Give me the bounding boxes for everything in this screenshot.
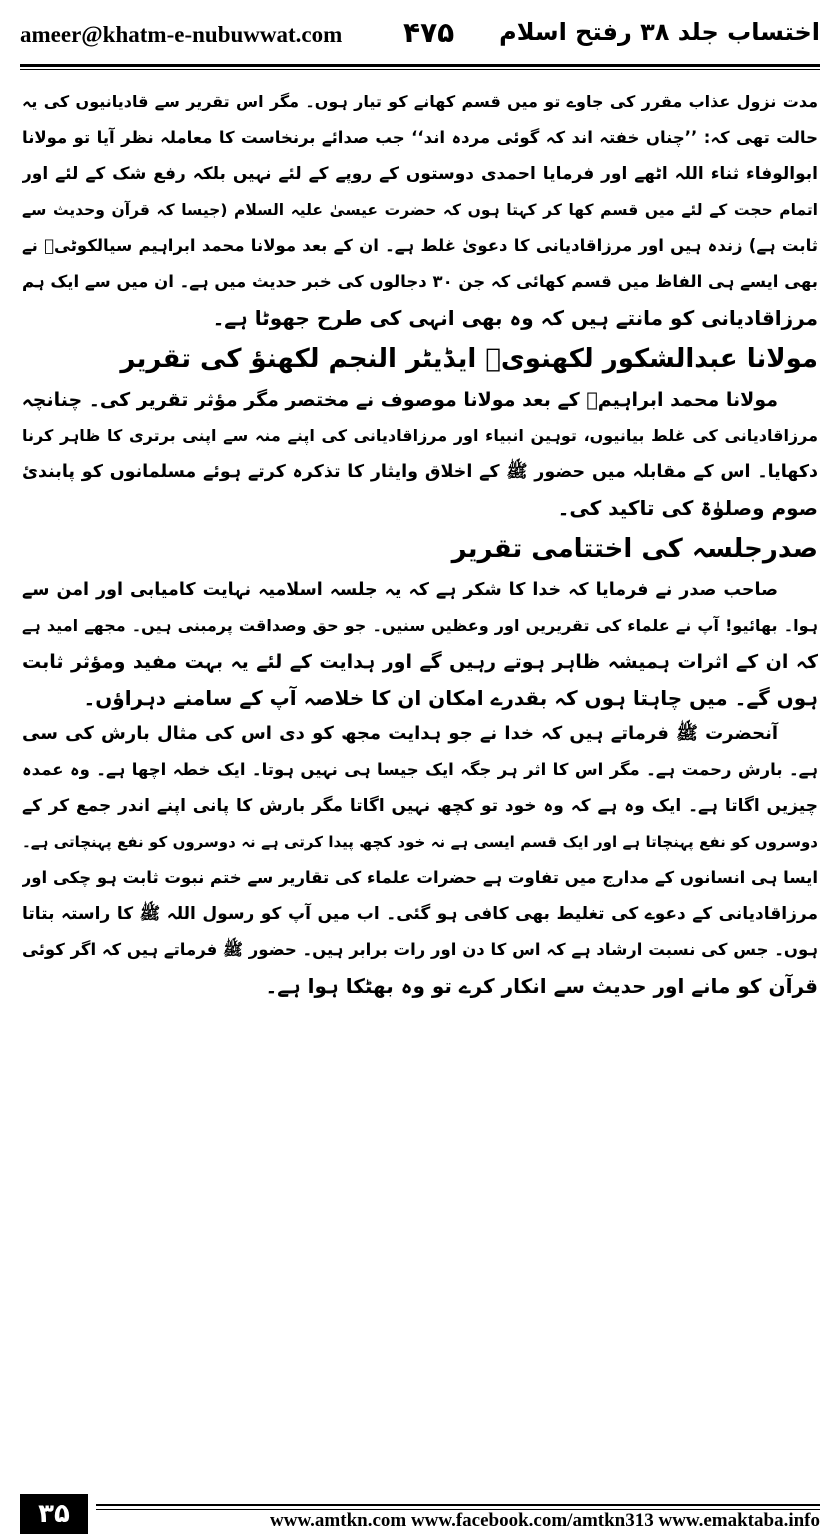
footer-page-number: ۳۵ <box>20 1494 88 1534</box>
page-header <box>20 12 820 56</box>
footer-rule-thick <box>96 1504 820 1506</box>
text-line: ہے۔ بارش رحمت ہے۔ مگر اس کا اثر ہر جگہ ایک جیسا ہی نہیں ہوتا۔ ایک خطہ اچھا ہے۔ وہ عمدہ <box>22 760 818 779</box>
text-line: اتمام حجت کے لئے میں قسم کھا کر کہتا ہوں کہ حضرت عیسیٰ علیہ السلام (جیسا کہ قرآن وحدیث سے <box>22 201 818 219</box>
text-line: مولانا محمد ابراہیمؒ کے بعد مولانا موصوف نے مختصر مگر مؤثر تقریر کی۔ چنانچہ <box>22 389 778 411</box>
text-line: ہوا۔ بھائیو! آپ نے علماء کی تقریریں اور وعظیں سنیں۔ جو حق وصداقت پرمبنی ہیں۔ مجھے امید ہے <box>22 616 818 635</box>
header-email: ameer@khatm-e-nubuwwat.com <box>20 22 343 47</box>
text-line: دوسروں کو نفع پہنچاتا ہے اور ایک قسم ایسی ہے نہ خود کچھ پیدا کرتی ہے نہ دوسروں کو نفع پہنچاتی ہے۔ <box>22 833 818 851</box>
text-line: حالت تھی کہ: ’’چناں خفتہ اند کہ گوئی مردہ اند‘‘ جب صدائے برنخاست کا معاملہ نظر آیا تو مولانا <box>22 128 818 147</box>
text-line: صاحب صدر نے فرمایا کہ خدا کا شکر ہے کہ یہ جلسہ اسلامیہ نہایت کامیابی اور امن سے <box>22 580 778 600</box>
text-line: مرزاقادیانی کو مانتے ہیں کہ وہ بھی انہی کی طرح جھوٹا ہے۔ <box>212 306 818 330</box>
text-line: ہوں۔ جس کی نسبت ارشاد ہے کہ اس کا دن اور رات برابر ہیں۔ حضور ﷺ فرماتے ہیں کہ اگر کوئی <box>22 940 818 959</box>
header-rule-thick <box>20 64 820 67</box>
text-line: ایسا ہی انسانوں کے مدارج میں تفاوت ہے حضرات علماء کی تقاریر سے ختم نبوت ثابت ہو چکی اور <box>22 868 818 887</box>
text-line: ہوں گے۔ میں چاہتا ہوں کہ بقدرے امکان ان کا خلاصہ آپ کے سامنے دہراؤں۔ <box>83 686 818 710</box>
page-body <box>22 84 818 1004</box>
footer-urls: www.amtkn.com www.facebook.com/amtkn313 www.emaktaba.info <box>270 1510 820 1531</box>
text-line: چیزیں اگاتا ہے۔ ایک وہ ہے کہ وہ خود تو کچھ نہیں اگاتا مگر بارش کا پانی اپنے اندر جمع کر کے <box>22 796 818 816</box>
text-line: ثابت ہے) زندہ ہیں اور مرزاقادیانی کا دعویٰ غلط ہے۔ ان کے بعد مولانا محمد ابراہیم سیالکوٹیؒ نے <box>22 236 818 255</box>
header-page-number: ۴۷۵ <box>403 16 455 49</box>
text-line: مدت نزول عذاب مقرر کی جاوے تو میں قسم کھانے کو تیار ہوں۔ مگر اس تقریر سے قادیانیوں کی یہ <box>22 92 818 111</box>
paragraph-3 <box>22 572 818 716</box>
paragraph-4 <box>22 716 818 1004</box>
text-line: مرزاقادیانی کے دعوے کی تغلیط بھی کافی ہو گئی۔ اب میں آپ کو رسول اللہ ﷺ کا راستہ بتاتا <box>22 904 818 924</box>
text-line: قرآن کو مانے اور حدیث سے انکار کرے تو وہ بھٹکا ہوا ہے۔ <box>265 974 818 998</box>
paragraph-2 <box>22 382 818 526</box>
section-heading: مولانا عبدالشکور لکھنویؒ ایڈیٹر النجم لکھنؤ کی تقریر <box>120 344 818 374</box>
paragraph-1 <box>22 84 818 336</box>
text-line: بھی ایسے ہی الفاظ میں قسم کھائی کہ جن ۳۰ دجالوں کی خبر حدیث میں ہے۔ ان میں سے ایک ہم <box>22 272 818 291</box>
running-title: اختساب جلد ۳۸ رفتح اسلام <box>499 18 820 46</box>
section-heading: صدرجلسہ کی اختتامی تقریر <box>451 534 818 564</box>
text-line: دکھایا۔ اس کے مقابلہ میں حضور ﷺ کے اخلاق وایثار کا تذکرہ کرتے ہوئے مسلمانوں کو پابندیٔ <box>22 462 818 482</box>
page-footer <box>20 1494 820 1534</box>
text-line: ابوالوفاء ثناء اللہ اٹھے اور فرمایا احمدی دوستوں کے روپے کے لئے نہیں بلکہ رفع شک کے لئے اور <box>22 164 818 184</box>
text-line: صوم وصلوٰۃ کی تاکید کی۔ <box>557 496 818 520</box>
header-rule-thin <box>20 69 820 70</box>
text-line: مرزاقادیانی کی غلط بیانیوں، توہین انبیاء اور مرزاقادیانی کی اپنے منہ سے اپنی برتری کا ظاہر کرنا <box>22 426 818 445</box>
text-line: کہ ان کے اثرات ہمیشہ ظاہر ہوتے رہیں گے اور ہدایت کے لئے یہ بہت مفید ومؤثر ثابت <box>22 651 818 673</box>
text-line: آنحضرت ﷺ فرماتے ہیں کہ خدا نے جو ہدایت مجھ کو دی اس کی مثال بارش کی سی <box>22 723 778 744</box>
